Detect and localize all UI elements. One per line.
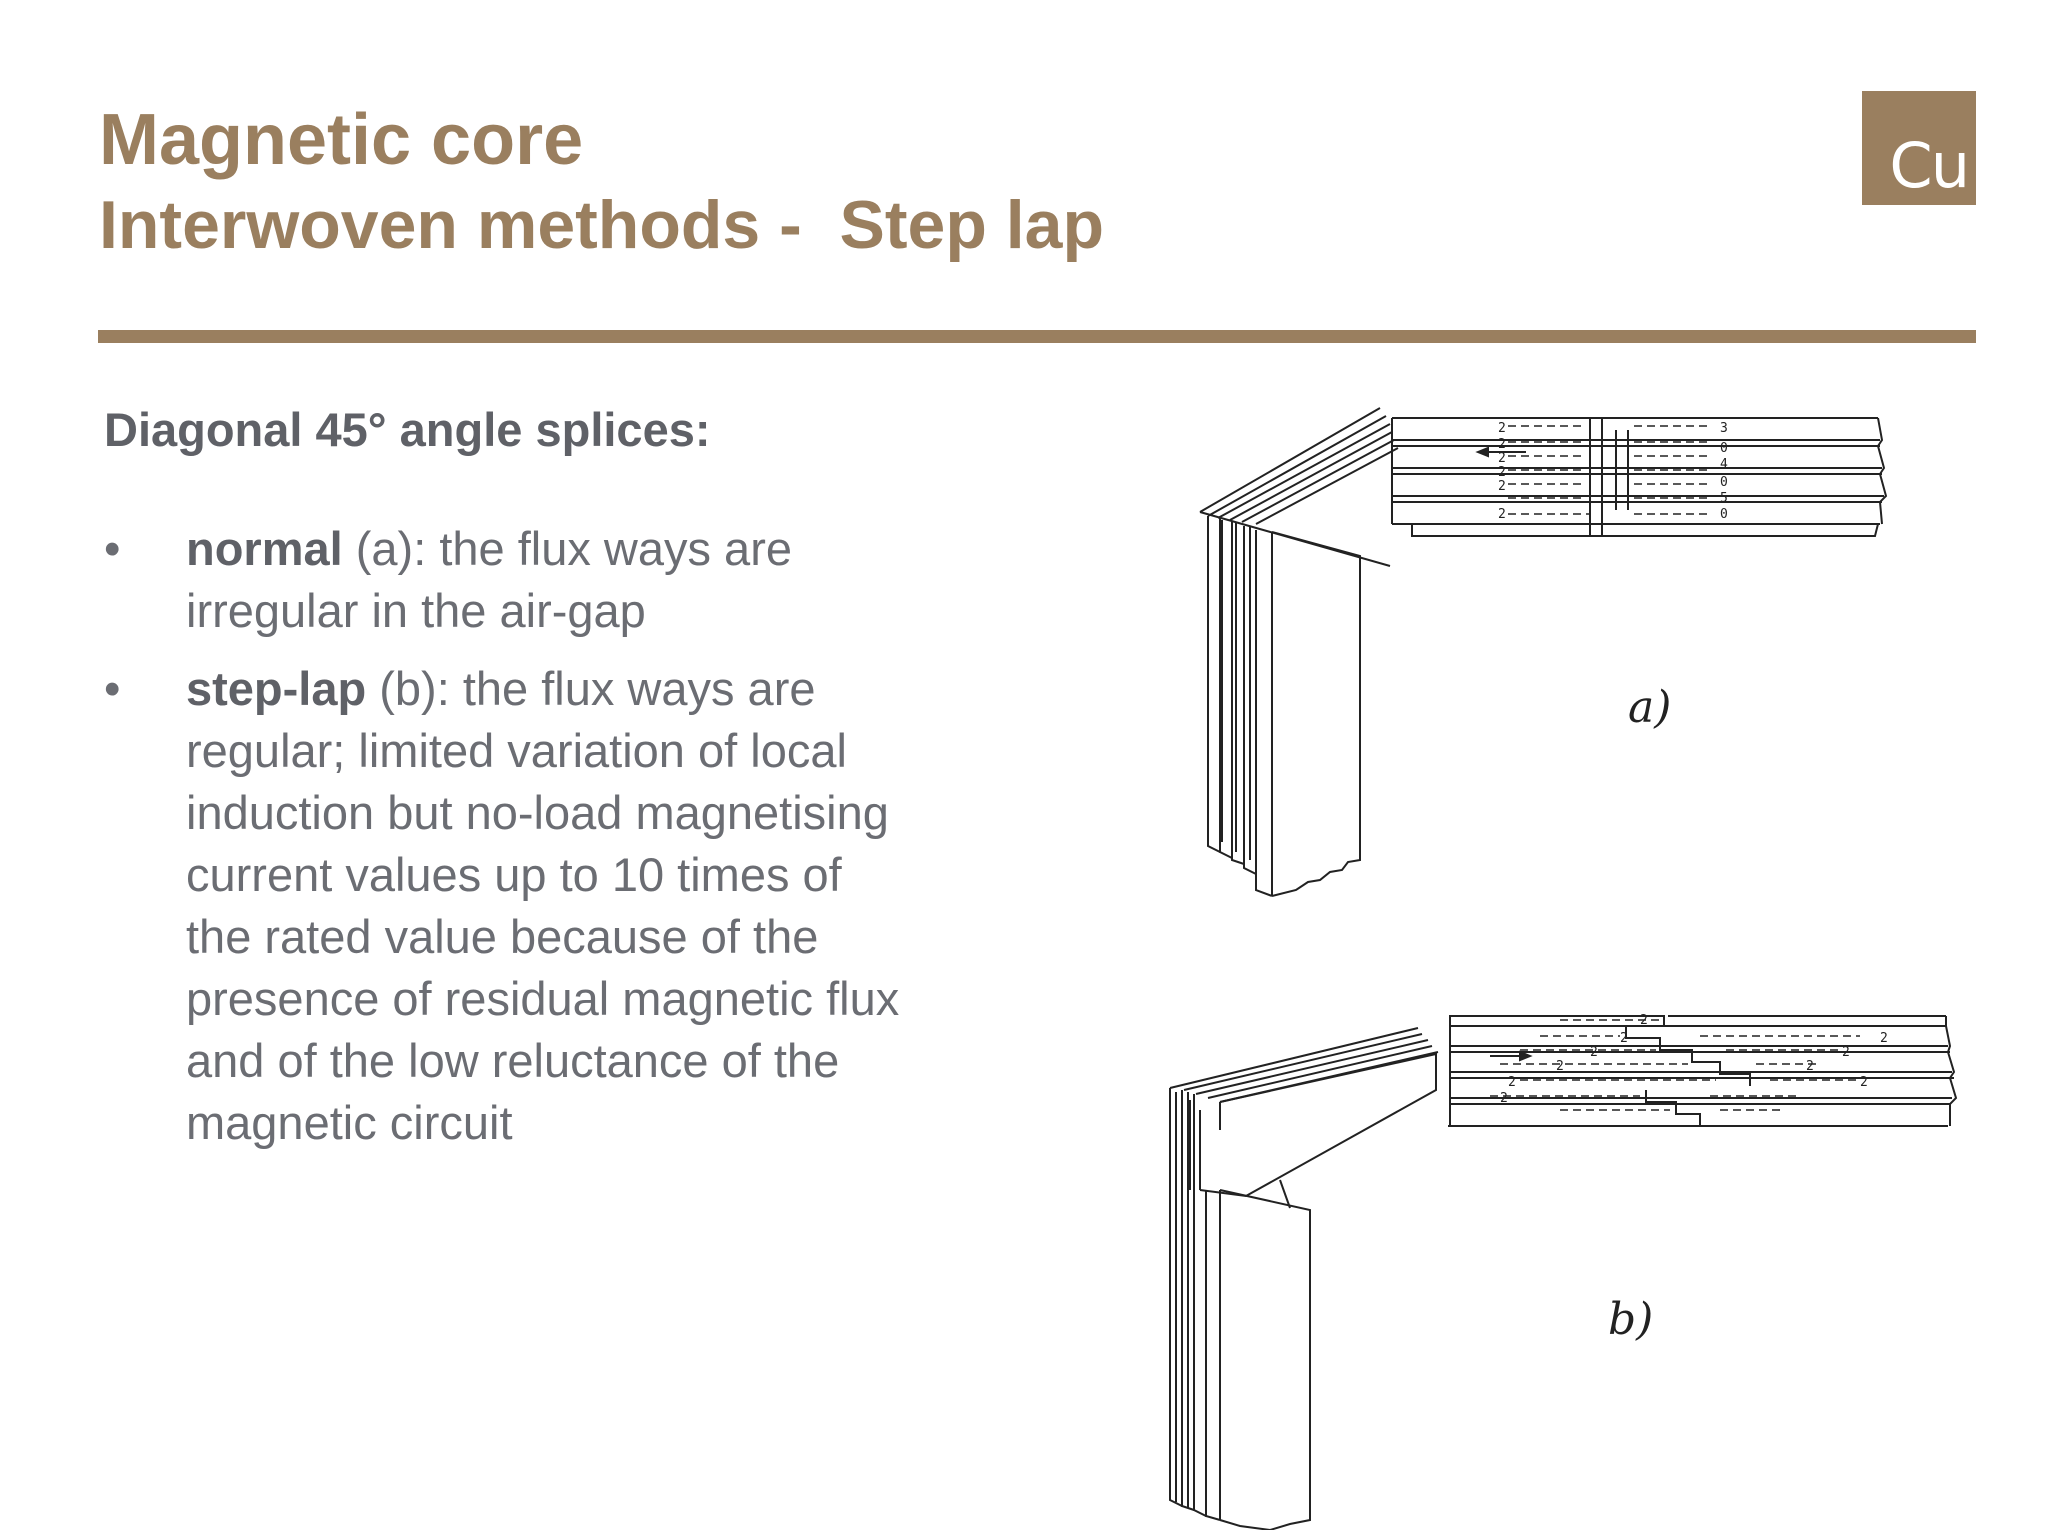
splice-diagram [1160, 390, 1990, 1530]
svg-text:2: 2 [1590, 1045, 1598, 1060]
bullet-list [104, 518, 904, 1170]
svg-text:2: 2 [1640, 1013, 1648, 1028]
svg-text:2: 2 [1500, 1091, 1508, 1106]
svg-text:0: 0 [1720, 475, 1728, 490]
svg-text:3: 3 [1720, 421, 1728, 436]
svg-text:2: 2 [1498, 465, 1506, 480]
svg-text:2: 2 [1860, 1075, 1868, 1090]
bullet-item-normal [104, 518, 904, 642]
bullet-term: normal [186, 522, 343, 575]
lamination-schematic-a [1392, 418, 1886, 536]
svg-text:2: 2 [1880, 1031, 1888, 1046]
section-heading: Diagonal 45° angle splices: [104, 403, 711, 456]
svg-text:2: 2 [1806, 1059, 1814, 1074]
svg-text:2: 2 [1556, 1059, 1564, 1074]
svg-text:0: 0 [1720, 507, 1728, 522]
svg-text:2: 2 [1508, 1075, 1516, 1090]
svg-text:2: 2 [1498, 479, 1506, 494]
corner-sketch-a [1200, 408, 1398, 896]
svg-text:2: 2 [1842, 1045, 1850, 1060]
cu-logo [1862, 91, 1976, 205]
bullet-text: (a): the flux ways are irregular in the air-gap [186, 522, 792, 637]
bullet-dot: • [104, 662, 121, 715]
figure-label-b: b) [1608, 1294, 1654, 1345]
title-divider [98, 330, 1976, 343]
slide-subtitle: Interwoven methods - Step lap [99, 187, 1105, 263]
svg-text:0: 0 [1720, 441, 1728, 456]
svg-text:5: 5 [1720, 491, 1728, 506]
bullet-text: (b): the flux ways are regular; limited variation of local induction but no-load magnetising current values up to 10 times of the rated value because of the presence of residual magnetic flux and of the low reluctance of the magnetic circuit [186, 662, 900, 1149]
svg-text:2: 2 [1498, 437, 1506, 452]
logo-text: Cu [1889, 129, 1968, 202]
svg-text:2: 2 [1498, 451, 1506, 466]
figure-label-a: a) [1628, 682, 1672, 733]
bullet-term: step-lap [186, 662, 367, 715]
svg-text:4: 4 [1720, 457, 1728, 472]
slide-title: Magnetic core [99, 100, 584, 180]
svg-text:2: 2 [1498, 421, 1506, 436]
lamination-numbers-a [1498, 421, 1728, 522]
svg-text:2: 2 [1620, 1031, 1628, 1046]
bullet-dot: • [104, 522, 121, 575]
corner-sketch-b [1170, 1028, 1438, 1530]
bullet-item-step-lap [104, 658, 904, 1154]
svg-text:2: 2 [1498, 507, 1506, 522]
